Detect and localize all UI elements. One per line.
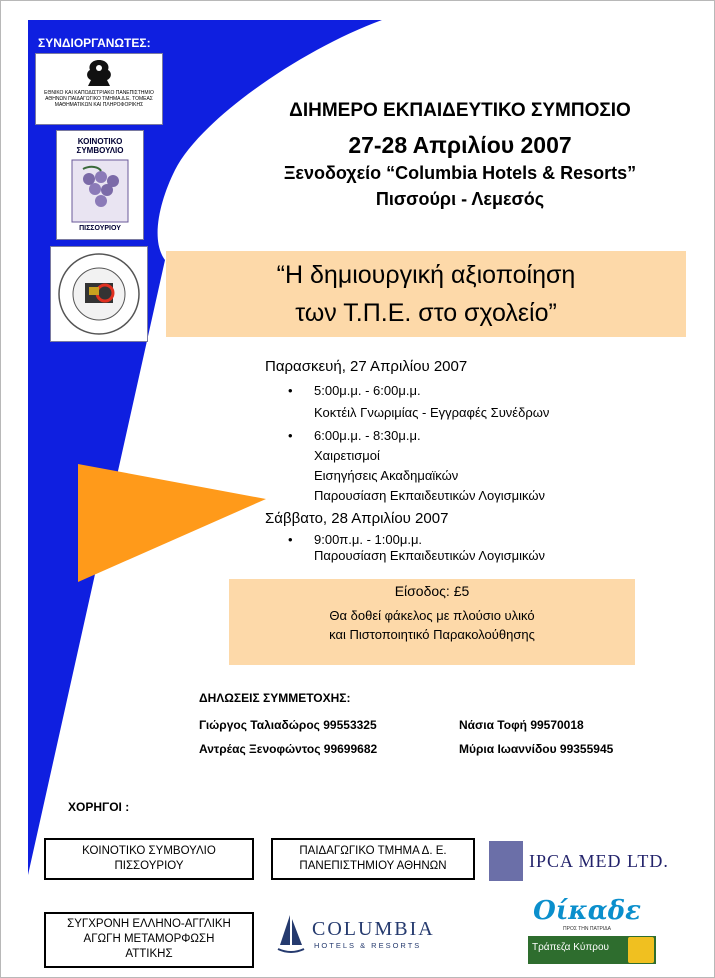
day1-slot2-item2: Εισηγήσεις Ακαδημαϊκών bbox=[314, 468, 459, 483]
event-title-box bbox=[166, 251, 686, 337]
day1-slot1-bullet: • bbox=[288, 383, 293, 398]
event-title-line2: των Τ.Π.Ε. στο σχολείο” bbox=[295, 299, 557, 327]
sponsor-school-line1: ΣΥΓΧΡΟΝΗ ΕΛΛΗΝΟ-ΑΓΓΛΙΚΗ bbox=[67, 918, 231, 930]
sponsor-columbia-name: COLUMBIA bbox=[312, 918, 435, 940]
sponsor-pedagogical-dept-line1: ΠΑΙΔΑΓΩΓΙΚΟ ΤΜΗΜΑ Δ. Ε. bbox=[299, 845, 447, 857]
day1-slot2-item3: Παρουσίαση Εκπαιδευτικών Λογισμικών bbox=[314, 488, 546, 503]
scientific-association-logo bbox=[50, 246, 148, 342]
sponsor-community-council-box bbox=[44, 838, 254, 880]
day1-heading: Παρασκευή, 27 Απριλίου 2007 bbox=[265, 358, 468, 375]
day2-slot1-item1: Παρουσίαση Εκπαιδευτικών Λογισμικών bbox=[314, 548, 546, 563]
sponsor-pedagogical-dept-box bbox=[271, 838, 475, 880]
day1-slot1-time: 5:00μ.μ. - 6:00μ.μ. bbox=[314, 383, 421, 398]
day2-slot1-time: 9:00π.μ. - 1:00μ.μ. bbox=[314, 532, 423, 547]
day2-heading: Σάββατο, 28 Απριλίου 2007 bbox=[265, 510, 449, 527]
sponsor-school-line2: ΑΓΩΓΗ ΜΕΤΑΜΟΡΦΩΣΗ bbox=[83, 933, 215, 945]
event-location-heading: Πισσούρι - Λεμεσός bbox=[375, 189, 545, 209]
community-council-logo-top: ΚΟΙΝΟΤΙΚΟ ΣΥΜΒΟΥΛΙΟ bbox=[76, 137, 124, 155]
entry-info-box bbox=[229, 579, 635, 665]
ipca-mark-icon bbox=[489, 841, 523, 881]
community-council-logo-bottom: ΠΙΣΣΟΥΡΙΟΥ bbox=[79, 225, 121, 232]
event-venue-heading: Ξενοδοχείο “Columbia Hotels & Resorts” bbox=[283, 163, 637, 183]
sponsor-school-line3: ΑΤΤΙΚΗΣ bbox=[125, 948, 173, 960]
sponsor-oikade-name: Οίκαδε bbox=[533, 896, 641, 926]
event-type-heading: ΔΙΗΜΕΡΟ ΕΚΠΑΙΔΕΥΤΙΚΟ ΣΥΜΠΟΣΙΟ bbox=[289, 100, 631, 121]
orange-arrow-shape bbox=[78, 464, 266, 582]
sponsor-community-council-line2: ΠΙΣΣΟΥΡΙΟΥ bbox=[114, 860, 184, 872]
day1-slot2-time: 6:00μ.μ. - 8:30μ.μ. bbox=[314, 428, 421, 443]
entry-info-line2: και Πιστοποιητικό Παρακολούθησης bbox=[329, 627, 535, 642]
sponsor-bank-logo bbox=[528, 936, 656, 964]
sponsor-school-box bbox=[44, 912, 254, 968]
sponsor-ipca-text: IPCA MED LTD. bbox=[529, 851, 669, 871]
athena-icon bbox=[82, 58, 116, 88]
day2-slot1-bullet: • bbox=[288, 532, 293, 547]
day1-slot1-item1: Κοκτέιλ Γνωριμίας - Εγγραφές Συνέδρων bbox=[314, 405, 550, 420]
association-seal-icon bbox=[51, 247, 147, 341]
registration-label: ΔΗΛΩΣΕΙΣ ΣΥΜΜΕΤΟΧΗΣ: bbox=[199, 691, 351, 705]
sponsor-bank-name: Τράπεζα Κύπρου bbox=[532, 942, 609, 953]
registration-contact2: Νάσια Τοφή 99570018 bbox=[459, 718, 584, 732]
day1-slot2-bullet: • bbox=[288, 428, 293, 443]
organizers-label: ΣΥΝΔΙΟΡΓΑΝΩΤΕΣ: bbox=[38, 36, 151, 50]
bank-emblem-icon bbox=[628, 937, 654, 963]
registration-contact4: Μύρια Ιωαννίδου 99355945 bbox=[459, 742, 614, 756]
event-dates-heading: 27-28 Απριλίου 2007 bbox=[348, 132, 572, 158]
registration-contact1: Γιώργος Ταλιαδώρος 99553325 bbox=[199, 718, 377, 732]
entry-fee: Είσοδος: £5 bbox=[394, 583, 470, 599]
grapes-icon bbox=[71, 159, 129, 223]
columbia-sail-icon bbox=[276, 913, 306, 957]
entry-info-line1: Θα δοθεί φάκελος με πλούσιο υλικό bbox=[329, 608, 535, 623]
sponsor-columbia-tagline: HOTELS & RESORTS bbox=[314, 941, 422, 950]
community-council-logo bbox=[56, 130, 144, 240]
university-logo-text: ΕΘΝΙΚΟ ΚΑΙ ΚΑΠΟΔΙΣΤΡΙΑΚΟ ΠΑΝΕΠΙΣΤΗΜΙΟ ΑΘΗΝΩΝ ΠΑΙΔΑΓΩΓΙΚΟ ΤΜΗΜΑ Δ.Ε. ΤΟΜΕΑΣ ΜΑΘΗΜΑΤΙΚΩΝ ΚΑΙ ΠΛΗΡΟΦΟΡΙΚΗΣ bbox=[44, 90, 154, 108]
sponsor-oikade-logo bbox=[532, 894, 642, 934]
day1-slot2-item1: Χαιρετισμοί bbox=[314, 448, 380, 463]
sponsors-label: ΧΟΡΗΓΟΙ : bbox=[68, 800, 130, 814]
sponsor-columbia-logo bbox=[276, 913, 466, 959]
sponsor-community-council-line1: ΚΟΙΝΟΤΙΚΟ ΣΥΜΒΟΥΛΙΟ bbox=[82, 845, 216, 857]
event-title-line1: “Η δημιουργική αξιοποίηση bbox=[276, 261, 576, 289]
sponsor-oikade-tagline: ΠΡΟΣ ΤΗΝ ΠΑΤΡΙΔΑ bbox=[563, 926, 611, 932]
sponsor-pedagogical-dept-line2: ΠΑΝΕΠΙΣΤΗΜΙΟΥ ΑΘΗΝΩΝ bbox=[299, 860, 447, 872]
university-logo bbox=[35, 53, 163, 125]
registration-contact3: Αντρέας Ξενοφώντος 99699682 bbox=[199, 742, 378, 756]
sponsor-ipca-logo bbox=[489, 827, 679, 889]
